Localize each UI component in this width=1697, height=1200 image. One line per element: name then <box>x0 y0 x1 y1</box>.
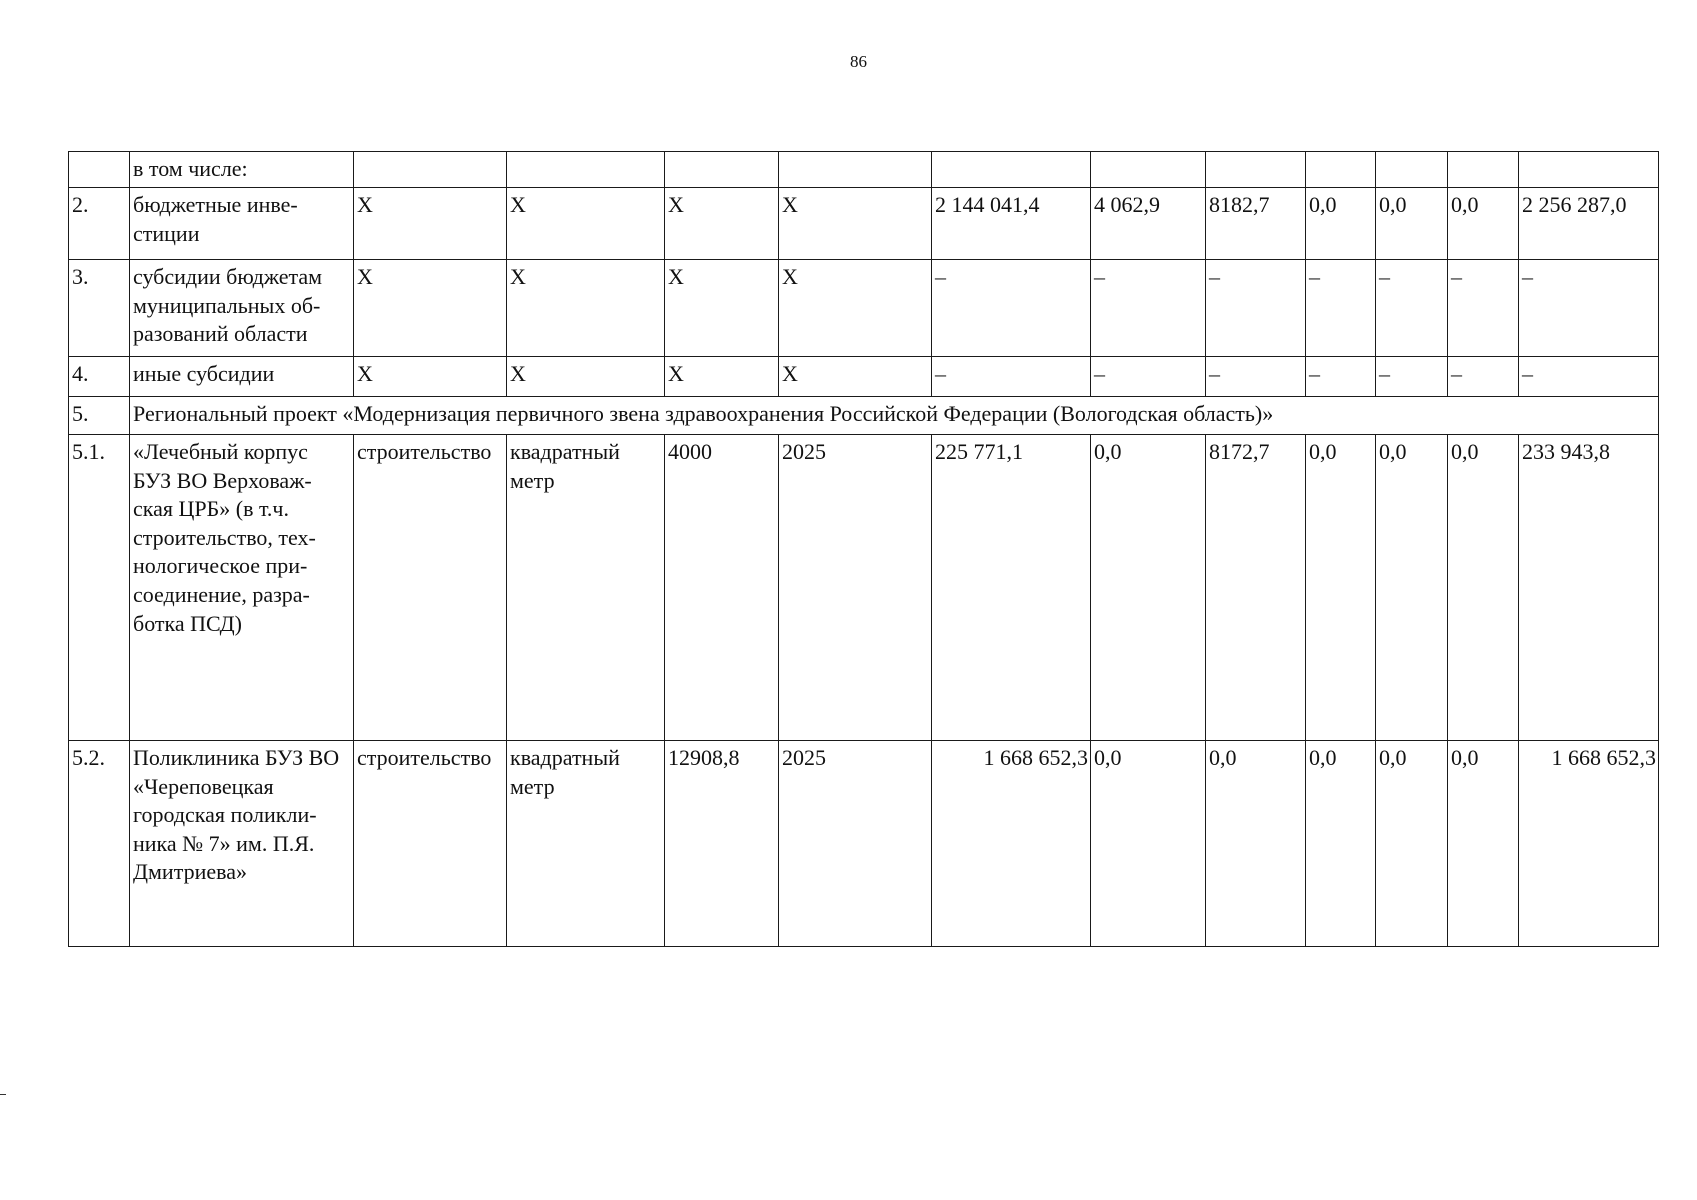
total-cell: 233 943,8 <box>1519 435 1659 741</box>
work-type-cell: строительство <box>354 741 507 947</box>
page-number: 86 <box>850 52 867 71</box>
section-title-cell: Региональный проект «Модернизация первичного звена здравоохранения Российской Федерации (Вологодская область)» <box>130 397 1659 435</box>
value-cell: 0,0 <box>1448 188 1519 260</box>
capacity-cell <box>665 152 779 188</box>
table-row <box>69 188 1659 260</box>
value-cell: – <box>1376 260 1448 357</box>
value-cell <box>1448 152 1519 188</box>
work-type-cell <box>354 152 507 188</box>
table-row <box>69 152 1659 188</box>
value-cell <box>1091 152 1206 188</box>
row-number-cell: 4. <box>69 357 130 397</box>
row-number-cell: 5.1. <box>69 435 130 741</box>
row-number-cell: 2. <box>69 188 130 260</box>
value-cell: – <box>1376 357 1448 397</box>
value-cell: 1 668 652,3 <box>932 741 1091 947</box>
value-cell: 8172,7 <box>1206 435 1306 741</box>
value-cell: 0,0 <box>1306 741 1376 947</box>
value-cell: 0,0 <box>1448 741 1519 947</box>
value-cell: – <box>1206 357 1306 397</box>
unit-cell: квадратный метр <box>507 435 665 741</box>
total-cell: 2 256 287,0 <box>1519 188 1659 260</box>
row-number-cell: 5. <box>69 397 130 435</box>
value-cell: – <box>1306 357 1376 397</box>
value-cell: – <box>1448 357 1519 397</box>
value-cell: – <box>1306 260 1376 357</box>
value-cell: 0,0 <box>1306 188 1376 260</box>
capacity-cell: 4000 <box>665 435 779 741</box>
capacity-cell: 12908,8 <box>665 741 779 947</box>
row-name-cell: бюджетные инве-стиции <box>130 188 354 260</box>
scan-mark <box>0 1094 6 1095</box>
capacity-cell: Х <box>665 188 779 260</box>
row-name-cell: «Лечебный корпус БУЗ ВО Верховаж-ская ЦРБ» (в т.ч. строительство, тех-нологическое при-соединение, разра-ботка ПСД) <box>130 435 354 741</box>
year-cell <box>779 152 932 188</box>
value-cell <box>932 152 1091 188</box>
value-cell: 2 144 041,4 <box>932 188 1091 260</box>
total-cell <box>1519 152 1659 188</box>
work-type-cell: Х <box>354 188 507 260</box>
year-cell: Х <box>779 188 932 260</box>
row-number-cell: 5.2. <box>69 741 130 947</box>
value-cell: 0,0 <box>1376 741 1448 947</box>
table-row <box>69 741 1659 947</box>
value-cell <box>1306 152 1376 188</box>
value-cell: 0,0 <box>1091 741 1206 947</box>
row-name-cell: Поликлиника БУЗ ВО «Череповецкая городская поликли-ника № 7» им. П.Я. Дмитриева» <box>130 741 354 947</box>
table-row <box>69 435 1659 741</box>
row-name-cell: в том числе: <box>130 152 354 188</box>
unit-cell <box>507 152 665 188</box>
year-cell: Х <box>779 357 932 397</box>
year-cell: Х <box>779 260 932 357</box>
value-cell: – <box>932 260 1091 357</box>
value-cell: 225 771,1 <box>932 435 1091 741</box>
value-cell: 0,0 <box>1206 741 1306 947</box>
row-name-cell: иные субсидии <box>130 357 354 397</box>
value-cell <box>1376 152 1448 188</box>
year-cell: 2025 <box>779 741 932 947</box>
table-row <box>69 260 1659 357</box>
value-cell: – <box>932 357 1091 397</box>
row-name-cell: субсидии бюджетам муниципальных об-разований области <box>130 260 354 357</box>
work-type-cell: строительство <box>354 435 507 741</box>
unit-cell: Х <box>507 357 665 397</box>
value-cell: – <box>1091 357 1206 397</box>
unit-cell: Х <box>507 188 665 260</box>
value-cell: 0,0 <box>1091 435 1206 741</box>
work-type-cell: Х <box>354 357 507 397</box>
value-cell: – <box>1448 260 1519 357</box>
total-cell: – <box>1519 357 1659 397</box>
value-cell: 0,0 <box>1448 435 1519 741</box>
budget-table <box>68 151 1659 947</box>
value-cell: – <box>1091 260 1206 357</box>
capacity-cell: Х <box>665 260 779 357</box>
total-cell: – <box>1519 260 1659 357</box>
unit-cell: квадратный метр <box>507 741 665 947</box>
value-cell: 0,0 <box>1306 435 1376 741</box>
table-row <box>69 397 1659 435</box>
unit-cell: Х <box>507 260 665 357</box>
value-cell: 8182,7 <box>1206 188 1306 260</box>
value-cell: 0,0 <box>1376 188 1448 260</box>
capacity-cell: Х <box>665 357 779 397</box>
value-cell: – <box>1206 260 1306 357</box>
year-cell: 2025 <box>779 435 932 741</box>
row-number-cell: 3. <box>69 260 130 357</box>
value-cell: 4 062,9 <box>1091 188 1206 260</box>
row-number-cell <box>69 152 130 188</box>
value-cell: 0,0 <box>1376 435 1448 741</box>
total-cell: 1 668 652,3 <box>1519 741 1659 947</box>
work-type-cell: Х <box>354 260 507 357</box>
value-cell <box>1206 152 1306 188</box>
table-row <box>69 357 1659 397</box>
